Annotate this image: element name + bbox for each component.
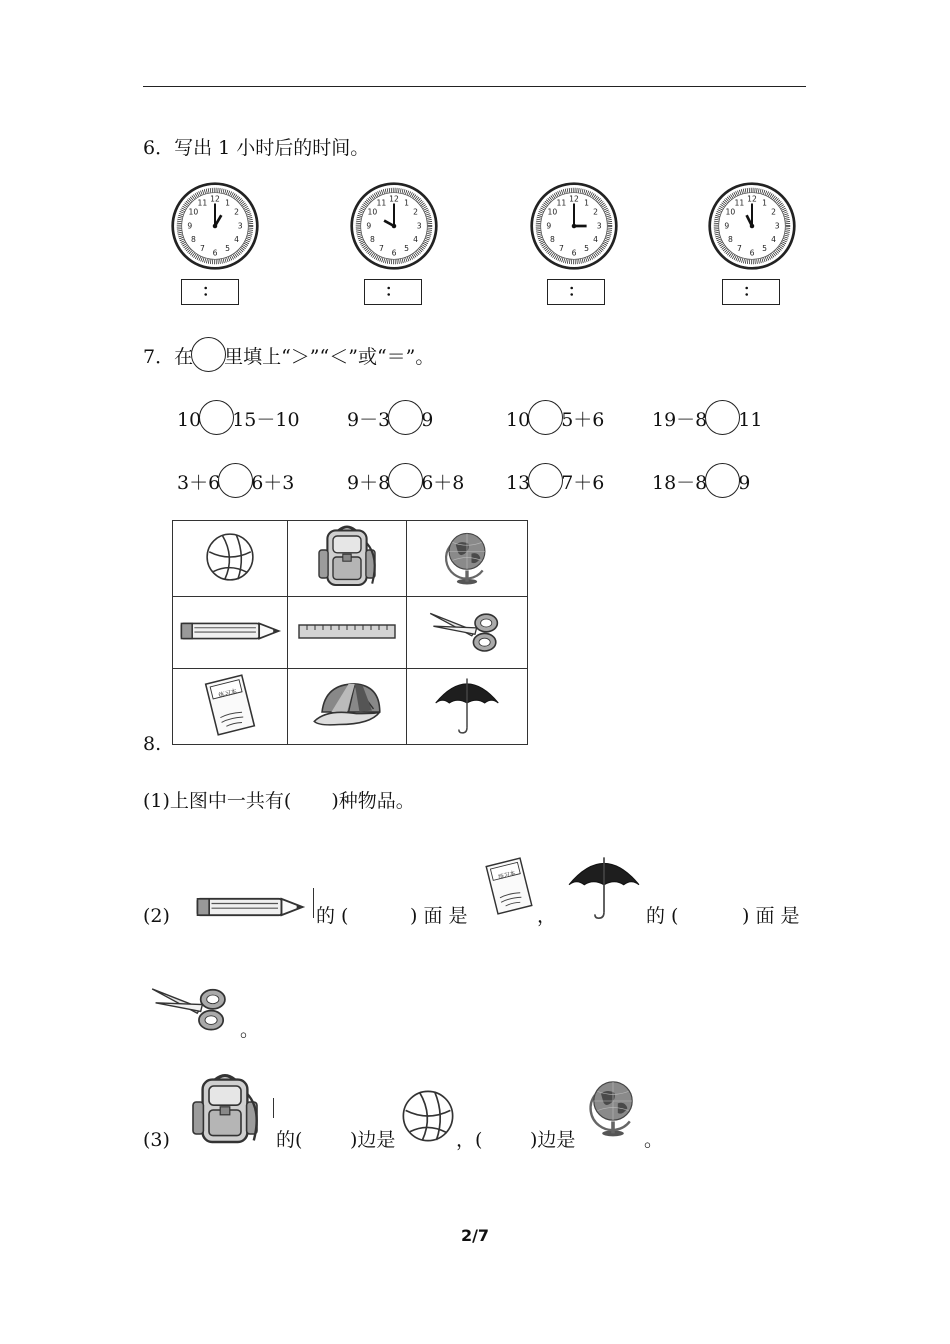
svg-text:4: 4 [234, 235, 240, 245]
clock-face-icon [349, 181, 439, 271]
globe-icon [439, 524, 495, 590]
svg-text:7: 7 [558, 244, 564, 254]
svg-text:2: 2 [593, 207, 599, 217]
svg-text:4: 4 [771, 235, 777, 245]
q8-sub2-text4: ) 面 是 [742, 905, 800, 927]
grid-cell [407, 669, 528, 745]
compare-item: 10 15－10 [177, 400, 300, 435]
svg-text:5: 5 [404, 244, 410, 254]
grid-cell [288, 669, 407, 745]
basketball-icon [204, 531, 256, 583]
svg-text:9: 9 [546, 221, 552, 231]
q8-sub1: (1)上图中一共有( )种物品。 [143, 790, 415, 812]
svg-text:8: 8 [190, 235, 196, 245]
svg-text:4: 4 [413, 235, 419, 245]
clock-face-icon [707, 181, 797, 271]
backpack-icon [312, 522, 382, 592]
grid-cell [407, 597, 528, 669]
q6-label: 6．写出 1 小时后的时间。 [143, 137, 370, 159]
svg-text:1: 1 [584, 198, 590, 208]
svg-text:1: 1 [404, 198, 410, 208]
clock-2 [349, 181, 439, 275]
compare-item: 10 5＋6 [506, 400, 604, 435]
q8-sub3-text4: )边是 [530, 1129, 576, 1151]
svg-text:10: 10 [725, 207, 736, 217]
time-answer-box-4[interactable]: ： [722, 279, 780, 305]
svg-text:11: 11 [556, 198, 567, 208]
q8-sub2-text3: 的 ( [646, 905, 679, 927]
svg-text:5: 5 [584, 244, 590, 254]
header-rule [143, 86, 806, 87]
page-number: 2/7 [460, 1226, 490, 1245]
svg-text:8: 8 [727, 235, 733, 245]
answer-blank[interactable] [680, 904, 738, 928]
q7-label [143, 337, 434, 372]
ruler-icon [297, 619, 397, 643]
compare-item: 13 7＋6 [506, 463, 604, 498]
answer-circle[interactable] [388, 400, 423, 435]
divider [273, 1098, 274, 1118]
grid-cell [288, 597, 407, 669]
q8-sub2-text1: 的 ( [316, 905, 349, 927]
svg-text:12: 12 [747, 194, 757, 204]
basketball-icon [400, 1088, 456, 1144]
svg-text:12: 12 [210, 194, 220, 204]
svg-text:11: 11 [376, 198, 387, 208]
backpack-icon [180, 1070, 270, 1150]
svg-text:3: 3 [774, 221, 780, 231]
svg-text:6: 6 [571, 248, 577, 258]
svg-text:11: 11 [197, 198, 208, 208]
svg-text:1: 1 [762, 198, 768, 208]
umbrella-icon [433, 674, 501, 736]
svg-text:7: 7 [736, 244, 742, 254]
time-answer-box-3[interactable]: ： [547, 279, 605, 305]
q8-sub3-end: 。 [644, 1129, 664, 1151]
answer-circle[interactable] [388, 463, 423, 498]
svg-text:7: 7 [378, 244, 384, 254]
clock-face-icon [529, 181, 619, 271]
svg-text:5: 5 [225, 244, 231, 254]
svg-text:10: 10 [367, 207, 378, 217]
compare-item: 19－8 11 [652, 400, 762, 435]
scissors-icon [426, 607, 508, 655]
answer-circle[interactable] [199, 400, 234, 435]
globe-icon [583, 1070, 643, 1144]
q8-number: 8. [143, 733, 162, 755]
svg-text:8: 8 [369, 235, 375, 245]
compare-item: 3＋6 6＋3 [177, 463, 294, 498]
svg-text:9: 9 [724, 221, 730, 231]
svg-text:8: 8 [549, 235, 555, 245]
q8-sub3-text2: )边是 [350, 1129, 396, 1151]
q7-label-pre: 7．在 [143, 346, 194, 368]
svg-text:10: 10 [547, 207, 558, 217]
grid-cell [173, 521, 288, 597]
svg-text:5: 5 [762, 244, 768, 254]
answer-blank[interactable] [350, 904, 408, 928]
compare-item: 9－3 9 [347, 400, 433, 435]
compare-item: 9＋8 6＋8 [347, 463, 464, 498]
answer-blank[interactable] [314, 1128, 350, 1152]
svg-text:2: 2 [771, 207, 777, 217]
answer-circle[interactable] [218, 463, 253, 498]
cap-icon [308, 677, 386, 733]
pencil-icon [176, 618, 284, 644]
clock-4 [707, 181, 797, 275]
answer-circle-icon [191, 337, 226, 372]
svg-text:6: 6 [391, 248, 397, 258]
svg-text:3: 3 [416, 221, 422, 231]
q7-label-post: 里填上“＞”“＜”或“＝”。 [224, 346, 435, 368]
q8-sub2-number: (2) [143, 905, 170, 927]
umbrella-icon [566, 852, 642, 922]
divider [313, 888, 314, 918]
items-grid [172, 520, 528, 745]
svg-text:3: 3 [237, 221, 243, 231]
answer-circle[interactable] [528, 400, 563, 435]
q8-sub3-text3: ，( [456, 1129, 483, 1151]
clock-1 [170, 181, 260, 275]
answer-circle[interactable] [528, 463, 563, 498]
svg-text:6: 6 [212, 248, 218, 258]
notebook-icon [480, 850, 538, 922]
grid-cell [173, 669, 288, 745]
grid-cell [173, 597, 288, 669]
answer-circle[interactable] [705, 463, 740, 498]
svg-text:2: 2 [413, 207, 419, 217]
svg-text:11: 11 [734, 198, 745, 208]
svg-text:6: 6 [749, 248, 755, 258]
notebook-label: 练习本 [497, 870, 517, 881]
answer-blank[interactable] [490, 1128, 530, 1152]
q8-sub2-text2: ) 面 是 [410, 905, 468, 927]
svg-text:3: 3 [596, 221, 602, 231]
time-answer-box-2[interactable]: ： [364, 279, 422, 305]
svg-text:9: 9 [187, 221, 193, 231]
clock-3 [529, 181, 619, 275]
svg-text:10: 10 [188, 207, 199, 217]
svg-text:7: 7 [199, 244, 205, 254]
pencil-icon [187, 893, 313, 921]
scissors-icon [146, 982, 238, 1034]
notebook-label: 练习本 [217, 687, 238, 699]
answer-circle[interactable] [705, 400, 740, 435]
q8-sub2-end: 。 [240, 1019, 260, 1041]
svg-text:4: 4 [593, 235, 599, 245]
grid-cell [288, 521, 407, 597]
grid-cell [407, 521, 528, 597]
svg-text:2: 2 [234, 207, 240, 217]
time-answer-box-1[interactable]: ： [181, 279, 239, 305]
q8-sub3-text1: 的( [276, 1129, 303, 1151]
svg-text:12: 12 [569, 194, 579, 204]
svg-text:9: 9 [366, 221, 372, 231]
clock-face-icon [170, 181, 260, 271]
compare-item: 18－8 9 [652, 463, 750, 498]
svg-text:12: 12 [389, 194, 399, 204]
comma: ， [537, 905, 557, 927]
svg-text:1: 1 [225, 198, 231, 208]
notebook-icon [199, 671, 261, 739]
q8-sub3-number: (3) [143, 1129, 170, 1151]
